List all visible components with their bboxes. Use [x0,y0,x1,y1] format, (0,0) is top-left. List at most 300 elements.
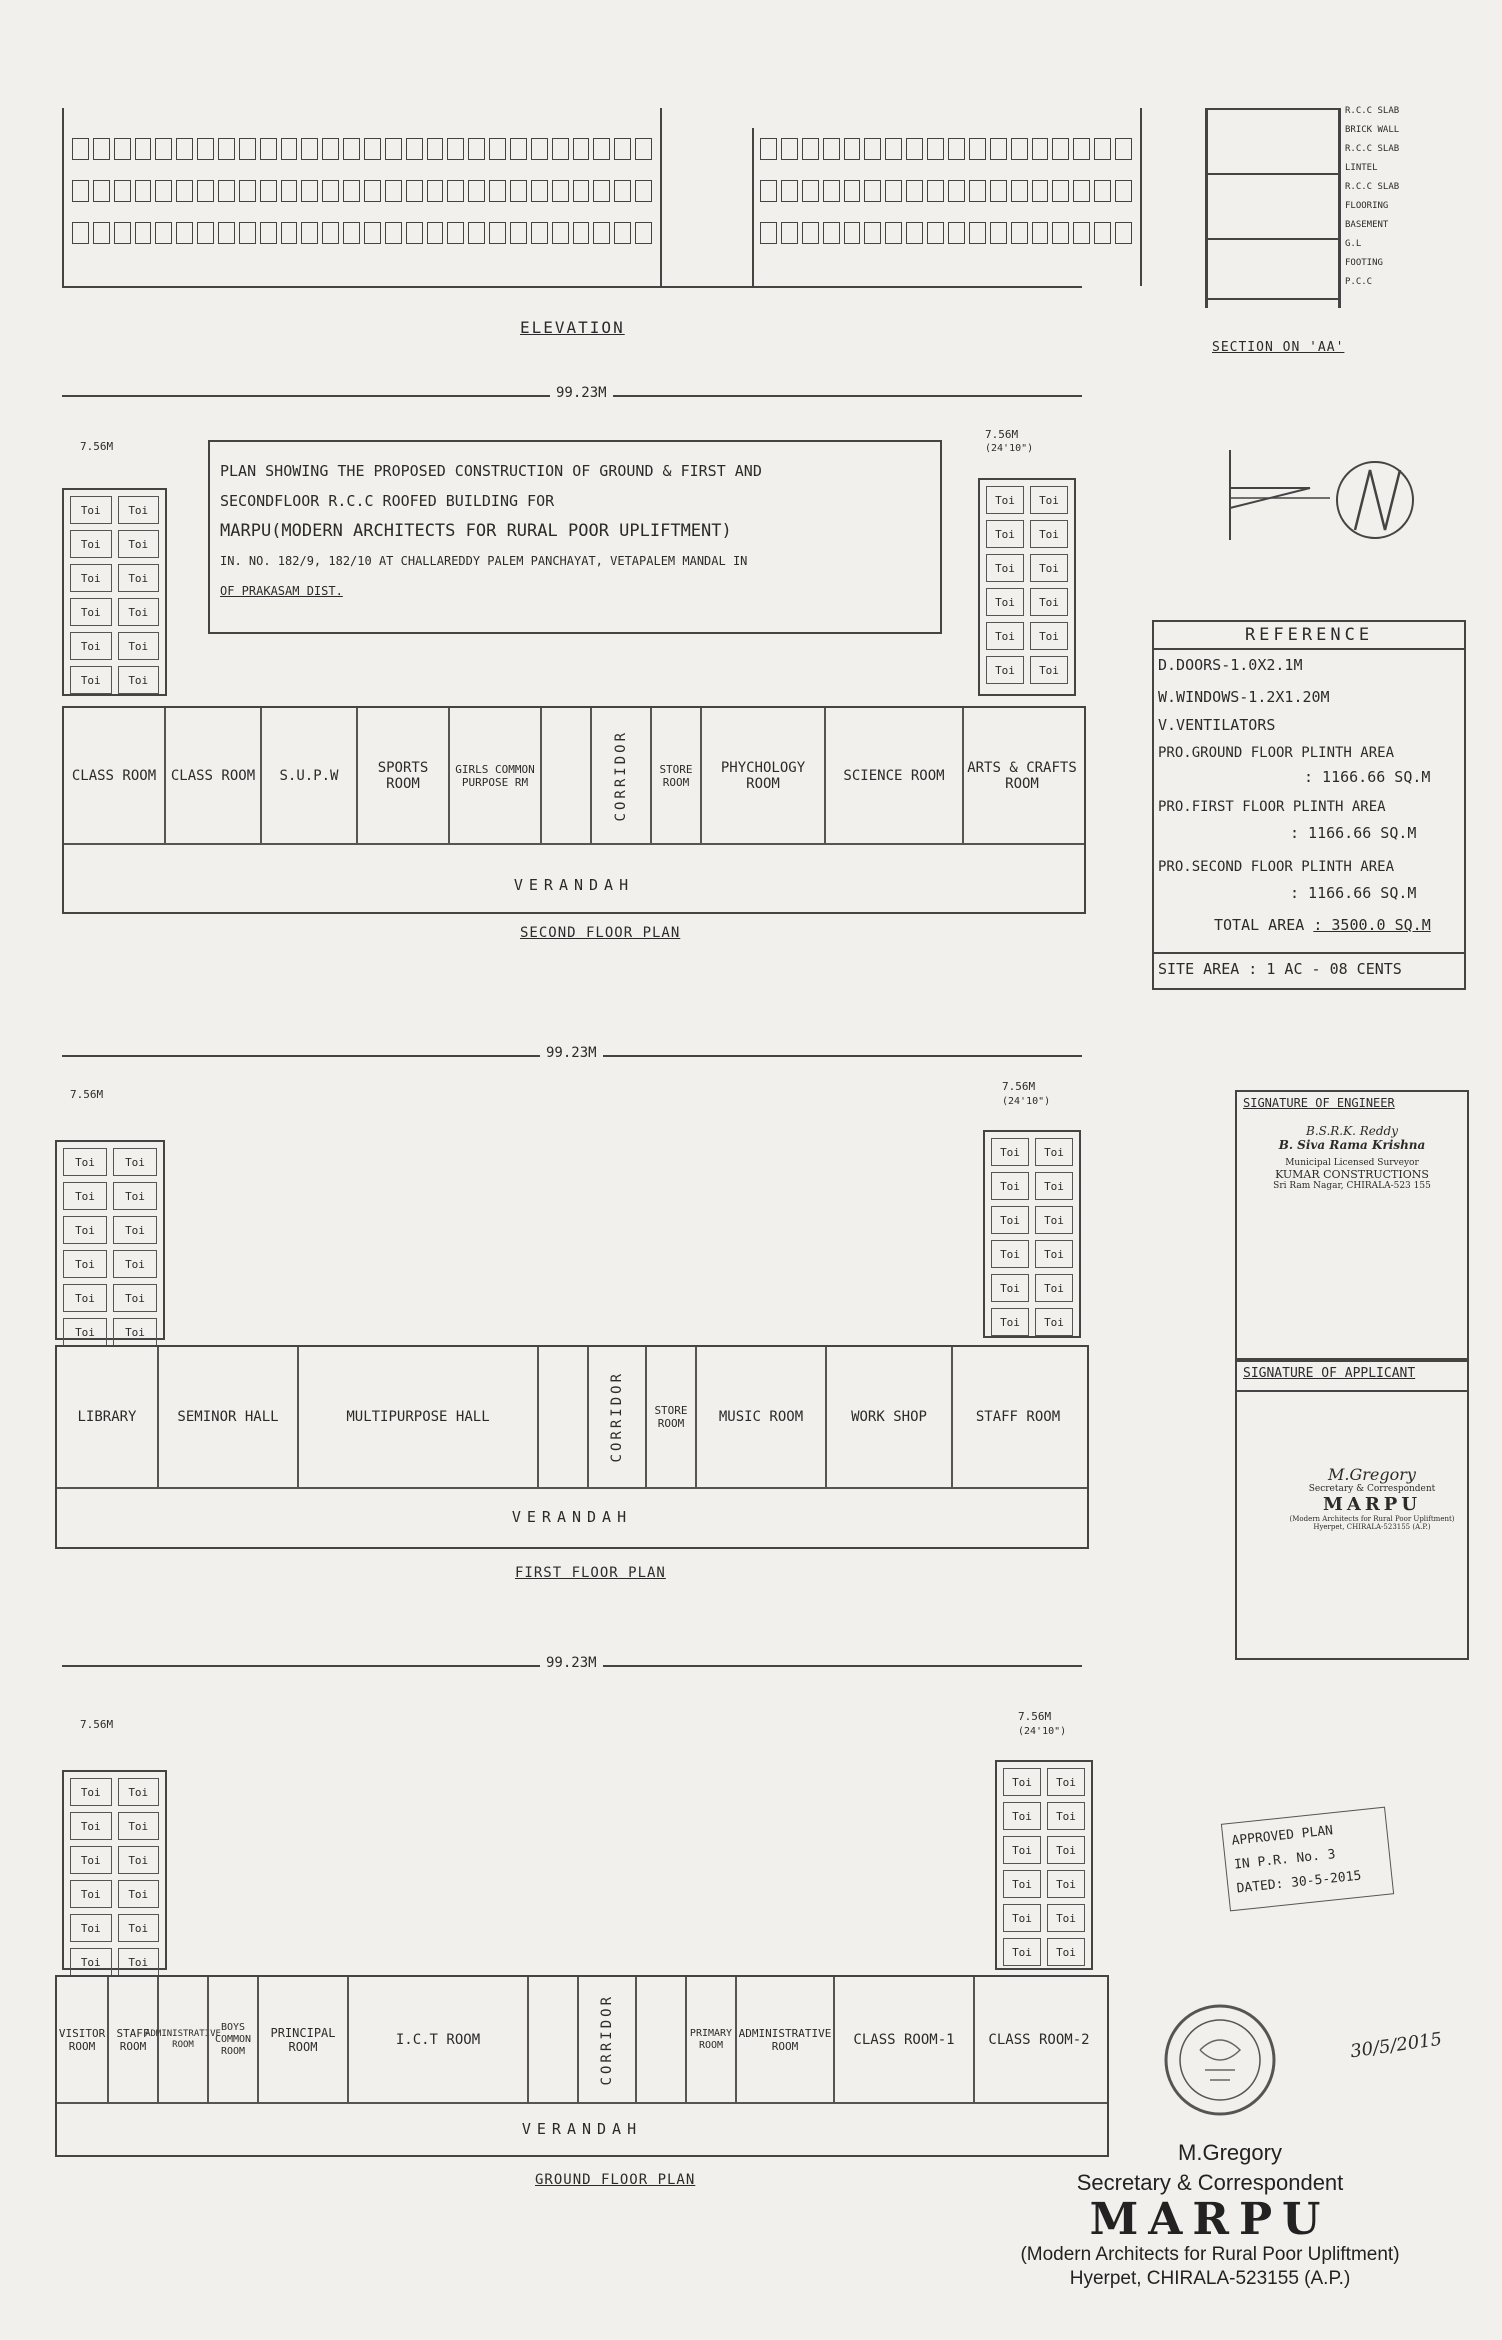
room-arts-crafts: ARTS & CRAFTS ROOM [962,708,1080,843]
elevation-window [1073,138,1090,160]
room-boys-common: BOYS COMMON ROOM [207,1977,257,2102]
elevation-window [552,180,569,202]
first-floor-right-toilets [983,1130,1081,1338]
ref-ground-plinth-value: : 1166.66 SQ.M [1304,768,1431,786]
toilet-cell: Toi [1030,588,1068,616]
elevation-window [802,138,819,160]
toilet-cell: Toi [1035,1172,1073,1200]
title-line-2: SECONDFLOOR R.C.C ROOFED BUILDING FOR [220,492,555,510]
toilet-row [63,1284,157,1312]
approval-pr-number: IN P.R. No. 3 [1233,1847,1337,1873]
elevation-window [260,180,277,202]
elevation-window [552,222,569,244]
toilet-cell: Toi [986,656,1024,684]
elevation-window [1011,222,1028,244]
stair-left [527,1977,577,2102]
toilet-cell: Toi [1035,1206,1073,1234]
elevation-window [1011,180,1028,202]
toilet-row [991,1172,1073,1200]
elevation-caption: ELEVATION [520,318,625,337]
toilet-cell: Toi [118,1812,160,1840]
elevation-window [135,138,152,160]
room-library: LIBRARY [77,1409,137,1425]
elevation-window [447,138,464,160]
elevation-window [218,180,235,202]
toilet-cell: Toi [113,1284,157,1312]
elevation-window [802,222,819,244]
toilet-cell: Toi [1030,656,1068,684]
elevation-window [1073,222,1090,244]
elevation-window [364,180,381,202]
elevation-window [343,138,360,160]
toilet-cell: Toi [991,1206,1029,1234]
toilet-row [1003,1802,1085,1830]
elevation-window [1011,138,1028,160]
elevation-window [155,138,172,160]
applicant-title: Secretary & Correspondent [1308,1484,1436,1494]
elevation-window [635,222,652,244]
elevation-window [93,138,110,160]
toilet-cell: Toi [70,1846,112,1874]
room-principal: PRINCIPAL ROOM [257,1977,347,2102]
bottom-stamp [1000,2140,1420,2290]
toilet-cell: Toi [991,1274,1029,1302]
first-floor-verandah: VERANDAH [511,1508,633,1526]
toilet-cell: Toi [70,666,112,694]
elevation-window [948,180,965,202]
elevation-window [823,180,840,202]
toilet-cell: Toi [1035,1240,1073,1268]
first-floor-overall-dim: 99.23M [540,1045,603,1061]
elevation-window [155,222,172,244]
toilet-row [1003,1768,1085,1796]
elevation-window [93,222,110,244]
elevation-window [1073,180,1090,202]
elevation-window [844,180,861,202]
elevation-window [635,180,652,202]
elevation-window [468,138,485,160]
toilet-row [63,1318,157,1346]
bottom-stamp-title: Secretary & Correspondent [1076,2170,1344,2195]
elevation-window [531,180,548,202]
room-supw: S.U.P.W [260,708,356,843]
elevation-window [406,180,423,202]
room-staff: STAFF ROOM [107,1977,157,2102]
applicant-org: MARPU [1322,1494,1422,1515]
room-class-room-1: CLASS ROOM [71,767,157,784]
toilet-row [991,1138,1073,1166]
room-ict: I.C.T ROOM [347,1977,527,2102]
elevation-drawing [62,108,1082,288]
toilet-cell: Toi [991,1172,1029,1200]
elevation-window [593,180,610,202]
elevation-window [864,138,881,160]
ground-floor-caption: GROUND FLOOR PLAN [535,2172,696,2188]
toilet-cell: Toi [991,1308,1029,1336]
corridor: CORRIDOR [577,1977,635,2102]
elevation-window [447,180,464,202]
elevation-window [885,180,902,202]
bottom-stamp-org: MARPU [1089,2194,1331,2245]
engineer-name-2: B. Siva Rama Krishna [1278,1138,1426,1152]
room-science: SCIENCE ROOM [824,708,962,843]
elevation-window [406,138,423,160]
toilet-row [70,496,159,524]
elevation-window [385,138,402,160]
title-line-5: OF PRAKASAM DIST. [220,584,343,598]
title-line-3: MARPU(MODERN ARCHITECTS FOR RURAL POOR UPLIFTMENT) [220,521,732,541]
elevation-window [281,222,298,244]
toilet-cell: Toi [113,1250,157,1278]
elevation-window [72,138,89,160]
toilet-row [63,1148,157,1176]
elevation-window [864,180,881,202]
room-primary: PRIMARY ROOM [685,1977,735,2102]
toilet-cell: Toi [118,1778,160,1806]
elevation-window [427,180,444,202]
room-psychology: PHYCHOLOGY ROOM [700,708,824,843]
elevation-window [927,138,944,160]
toilet-row [986,486,1068,514]
elevation-window [573,222,590,244]
toilet-cell: Toi [1030,554,1068,582]
toilet-cell: Toi [1047,1768,1085,1796]
room-administrative-2: ADMINISTRATIVE ROOM [735,1977,833,2102]
ref-total: TOTAL AREA : 3500.0 SQ.M [1214,916,1431,934]
toilet-cell: Toi [1035,1308,1073,1336]
room-workshop: WORK SHOP [825,1347,951,1487]
elevation-window [364,138,381,160]
toilet-cell: Toi [1003,1904,1041,1932]
toilet-cell: Toi [1047,1904,1085,1932]
elevation-window [322,222,339,244]
toilet-cell: Toi [986,520,1024,548]
elevation-window [990,180,1007,202]
corridor: CORRIDOR [587,1347,645,1487]
toilet-row [1003,1904,1085,1932]
elevation-window [781,222,798,244]
toilet-cell: Toi [118,666,160,694]
elevation-window [176,180,193,202]
first-floor-right-wing-dim: 7.56M [1002,1080,1036,1093]
section-caption: SECTION ON 'AA' [1212,340,1345,355]
bottom-stamp-name: M.Gregory [1178,2140,1282,2165]
ref-ventilators: V.VENTILATORS [1158,716,1276,734]
toilet-cell: Toi [118,1914,160,1942]
elevation-window [239,222,256,244]
toilet-row [63,1182,157,1210]
toilet-cell: Toi [118,564,160,592]
ref-second-plinth-value: : 1166.66 SQ.M [1290,884,1417,902]
elevation-window [990,138,1007,160]
toilet-row [986,656,1068,684]
elevation-window [1094,222,1111,244]
elevation-window [176,138,193,160]
ground-floor-right-toilets [995,1760,1093,1970]
second-floor-right-wing-ft: (24'10") [985,443,1034,454]
toilet-cell: Toi [63,1216,107,1244]
ref-second-plinth: PRO.SECOND FLOOR PLINTH AREA [1158,859,1395,875]
elevation-window [760,180,777,202]
second-floor-right-toilets [978,478,1076,696]
corridor: CORRIDOR [590,708,650,843]
room-class-room-2: CLASS ROOM [164,708,260,843]
toilet-row [70,1880,159,1908]
elevation-window [447,222,464,244]
toilet-row [70,1914,159,1942]
toilet-cell: Toi [118,1948,160,1976]
room-store: STORE ROOM [645,1347,695,1487]
elevation-window [760,222,777,244]
elevation-window [427,222,444,244]
toilet-row [1003,1870,1085,1898]
toilet-row [991,1274,1073,1302]
toilet-cell: Toi [113,1216,157,1244]
applicant-name: M.Gregory [1328,1465,1416,1484]
elevation-window [468,180,485,202]
toilet-row [70,632,159,660]
elevation-window [614,180,631,202]
title-line-1: PLAN SHOWING THE PROPOSED CONSTRUCTION OF GROUND & FIRST AND [220,462,762,480]
ground-floor-left-toilets [62,1770,167,1970]
room-visitor: VISITOR ROOM [58,2026,106,2053]
elevation-window [1094,180,1111,202]
approval-date: DATED: 30-5-2015 [1235,1868,1363,1897]
toilet-cell: Toi [63,1182,107,1210]
toilet-cell: Toi [118,598,160,626]
engineer-signature-box [1235,1090,1469,1362]
bottom-stamp-org-full: (Modern Architects for Rural Poor Upliftment) [1020,2244,1400,2265]
second-floor-right-wing-dim: 7.56M [985,428,1019,441]
engineer-heading: SIGNATURE OF ENGINEER [1243,1096,1395,1110]
elevation-window [364,222,381,244]
elevation-window [114,180,131,202]
elevation-window [510,180,527,202]
elevation-window [531,222,548,244]
elevation-window [427,138,444,160]
toilet-cell: Toi [118,496,160,524]
ground-floor-plan [55,1975,1109,2157]
elevation-window [197,222,214,244]
toilet-cell: Toi [70,1914,112,1942]
toilet-cell: Toi [1030,622,1068,650]
section-labels: R.C.C SLAB BRICK WALL R.C.C SLAB LINTEL R.C.C SLAB FLOORING BASEMENT G.L FOOTING P.C.C [1345,106,1400,287]
toilet-row [991,1240,1073,1268]
second-floor-overall-dim: 99.23M [550,385,613,401]
toilet-row [63,1250,157,1278]
elevation-window [948,222,965,244]
elevation-window [593,138,610,160]
toilet-cell: Toi [70,598,112,626]
elevation-window [281,138,298,160]
elevation-window [1032,180,1049,202]
ref-ground-plinth: PRO.GROUND FLOOR PLINTH AREA [1158,745,1395,761]
toilet-cell: Toi [118,1880,160,1908]
second-floor-left-wing-dim: 7.56M [80,440,114,453]
bottom-stamp-address: Hyerpet, CHIRALA-523155 (A.P.) [1069,2268,1351,2289]
toilet-cell: Toi [113,1148,157,1176]
toilet-cell: Toi [113,1318,157,1346]
elevation-window [489,138,506,160]
first-floor-plan [55,1345,1089,1549]
toilet-cell: Toi [70,564,112,592]
elevation-window [301,138,318,160]
toilet-cell: Toi [70,1948,112,1976]
toilet-row [70,530,159,558]
ground-floor-left-wing-dim: 7.56M [80,1718,114,1731]
toilet-cell: Toi [70,530,112,558]
toilet-cell: Toi [1035,1274,1073,1302]
toilet-row [991,1308,1073,1336]
ground-floor-overall-dim: 99.23M [540,1655,603,1671]
room-girls-common: GIRLS COMMON PURPOSE RM [448,708,540,843]
toilet-cell: Toi [63,1318,107,1346]
elevation-window [948,138,965,160]
ground-floor-verandah: VERANDAH [521,2119,643,2138]
toilet-row [1003,1938,1085,1966]
approval-title: APPROVED PLAN [1230,1823,1334,1849]
first-floor-left-wing-dim: 7.56M [70,1088,104,1101]
engineer-title: Municipal Licensed Surveyor [1285,1158,1419,1168]
toilet-cell: Toi [1003,1870,1041,1898]
elevation-window [489,180,506,202]
elevation-window [864,222,881,244]
elevation-window [823,222,840,244]
toilet-cell: Toi [1047,1870,1085,1898]
elevation-window [114,222,131,244]
applicant-org-full: (Modern Architects for Rural Poor Upliftment) [1289,1515,1455,1523]
approval-stamp [1221,1807,1394,1912]
elevation-window [197,180,214,202]
elevation-window [1115,180,1132,202]
room-staff: STAFF ROOM [951,1347,1083,1487]
elevation-window [1052,222,1069,244]
ref-first-plinth: PRO.FIRST FLOOR PLINTH AREA [1158,799,1386,815]
toilet-cell: Toi [63,1284,107,1312]
first-floor-right-wing-ft: (24'10") [1002,1096,1051,1107]
toilet-cell: Toi [1047,1802,1085,1830]
toilet-row [991,1206,1073,1234]
ref-doors: D.DOORS-1.0X2.1M [1158,656,1303,674]
toilet-row [986,588,1068,616]
second-floor-caption: SECOND FLOOR PLAN [520,925,681,941]
elevation-window [1094,138,1111,160]
elevation-window [301,222,318,244]
stair-right [635,1977,685,2102]
toilet-cell: Toi [986,554,1024,582]
elevation-window [218,222,235,244]
toilet-row [70,1812,159,1840]
elevation-window [552,138,569,160]
toilet-cell: Toi [1003,1768,1041,1796]
elevation-window [239,180,256,202]
elevation-window [385,222,402,244]
elevation-window [510,222,527,244]
second-floor-plan [62,706,1086,914]
toilet-row [70,598,159,626]
toilet-cell: Toi [118,1846,160,1874]
second-floor-verandah: VERANDAH [513,876,635,894]
elevation-window [218,138,235,160]
first-floor-caption: FIRST FLOOR PLAN [515,1565,666,1581]
north-arrow [1200,430,1420,574]
elevation-window [489,222,506,244]
room-administrative-1: ADMINISTRATIVE ROOM [157,1977,207,2102]
toilet-cell: Toi [113,1182,157,1210]
toilet-cell: Toi [1047,1938,1085,1966]
toilet-row [63,1216,157,1244]
toilet-cell: Toi [986,622,1024,650]
toilet-cell: Toi [70,496,112,524]
elevation-window [906,138,923,160]
applicant-signature-box [1235,1358,1469,1660]
toilet-cell: Toi [991,1240,1029,1268]
toilet-row [986,520,1068,548]
ref-site-area: SITE AREA : 1 AC - 08 CENTS [1158,960,1402,978]
elevation-window [510,138,527,160]
room-music: MUSIC ROOM [695,1347,825,1487]
elevation-window [114,138,131,160]
applicant-heading: SIGNATURE OF APPLICANT [1243,1366,1416,1381]
reference-heading: REFERENCE [1244,625,1374,645]
elevation-window [927,180,944,202]
elevation-window [635,138,652,160]
elevation-window [93,180,110,202]
toilet-cell: Toi [70,1880,112,1908]
toilet-cell: Toi [1003,1938,1041,1966]
toilet-row [70,666,159,694]
elevation-window [1115,222,1132,244]
engineer-name: B.S.R.K. Reddy [1306,1124,1398,1138]
elevation-window [197,138,214,160]
elevation-window [573,180,590,202]
stair-left [537,1347,587,1487]
elevation-window [593,222,610,244]
toilet-cell: Toi [63,1148,107,1176]
elevation-window [969,138,986,160]
elevation-window [1115,138,1132,160]
engineer-company: KUMAR CONSTRUCTIONS [1275,1168,1429,1181]
room-class-1: CLASS ROOM-1 [833,1977,973,2102]
toilet-cell: Toi [63,1250,107,1278]
second-floor-left-toilets [62,488,167,696]
elevation-window [844,222,861,244]
elevation-window [406,222,423,244]
elevation-window [781,180,798,202]
toilet-cell: Toi [1030,486,1068,514]
toilet-cell: Toi [70,1812,112,1840]
elevation-window [468,222,485,244]
elevation-window [301,180,318,202]
elevation-window [906,222,923,244]
elevation-window [155,180,172,202]
section-drawing [1205,108,1341,308]
toilet-cell: Toi [1047,1836,1085,1864]
elevation-window [969,180,986,202]
elevation-window [260,222,277,244]
elevation-window [135,180,152,202]
ref-windows: W.WINDOWS-1.2X1.20M [1158,688,1330,706]
toilet-cell: Toi [991,1138,1029,1166]
toilet-cell: Toi [118,530,160,558]
elevation-window [260,138,277,160]
engineer-address: Sri Ram Nagar, CHIRALA-523 155 [1273,1181,1431,1191]
panchayat-seal [1160,2000,1280,2124]
elevation-window [614,138,631,160]
reference-box [1152,620,1466,990]
elevation-window [343,180,360,202]
elevation-window [322,138,339,160]
